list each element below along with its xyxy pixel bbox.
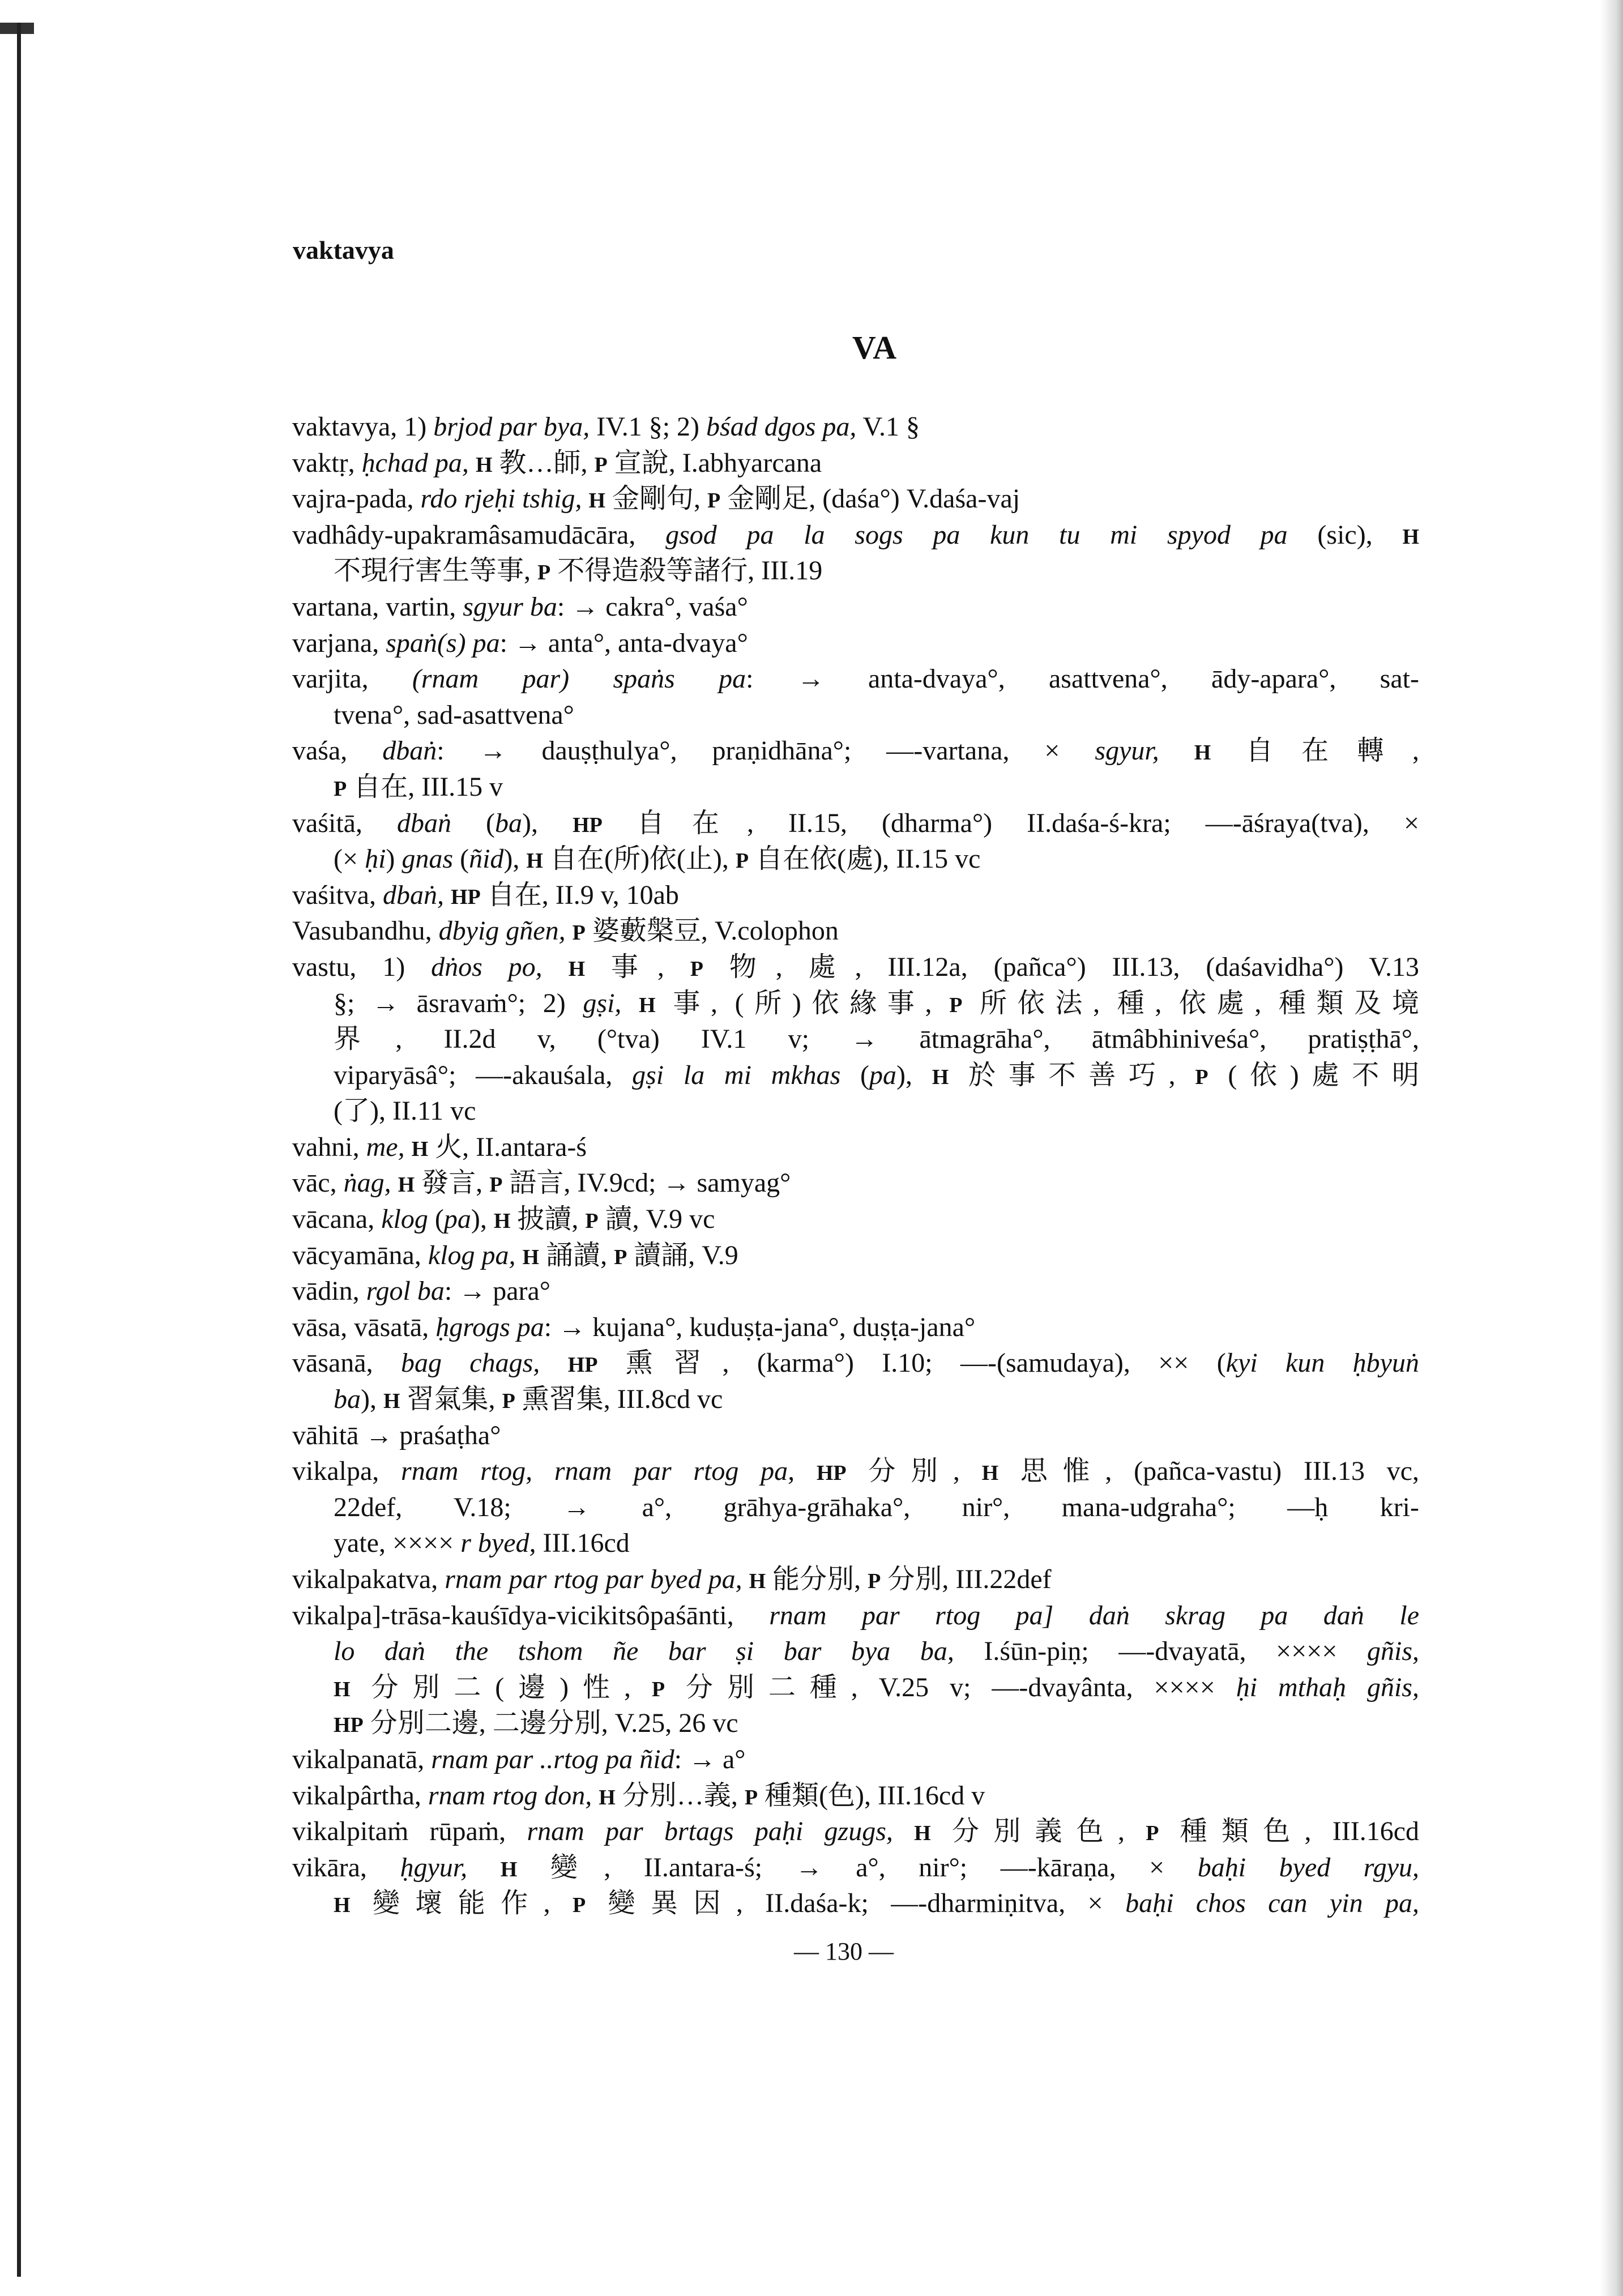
source-marker: H xyxy=(599,1785,616,1810)
entry-text: 自在(所)依(止), xyxy=(543,844,736,874)
entry-continuation-line xyxy=(292,1525,1419,1561)
entry-text: 分別, xyxy=(846,1456,982,1487)
tibetan-text: dbaṅ, xyxy=(382,880,444,910)
entry-text: 分別二種, V.25 v; —-dvayânta, ×××× xyxy=(665,1672,1236,1702)
entry-text: : → dauṣṭhulya°, praṇidhāna°; —-vartana, × xyxy=(437,736,1095,766)
entry-text: 22def, V.18; → a°, grāhya-grāhaka°, nir°, mana-udgraha°; —ḥ kri- xyxy=(334,1492,1419,1522)
entry-text: vaśitva, xyxy=(292,880,383,910)
entry-text xyxy=(540,1348,567,1378)
entry-text: vāsanā, xyxy=(292,1348,401,1379)
entry-text: yate, ×××× xyxy=(334,1528,461,1559)
tibetan-text: dṅos po, xyxy=(431,951,543,982)
tibetan-text: lo daṅ the tshom ñe bar ṣi bar bya ba, xyxy=(334,1636,954,1667)
entry-text: ) xyxy=(386,844,402,874)
source-marker: H xyxy=(568,957,586,981)
entry-text: 誦讀, xyxy=(539,1240,614,1270)
entry-text: 界, II.2d v, (°tva) IV.1 v; → ātmagrāha°, ātmâbhiniveśa°, pratiṣṭhā°, xyxy=(334,1024,1419,1055)
source-marker: H xyxy=(383,1389,400,1414)
entry-line xyxy=(292,517,1419,553)
source-marker: H xyxy=(981,1461,999,1486)
tibetan-text: rnam par rtog par byed pa, xyxy=(445,1564,742,1594)
source-marker: H xyxy=(398,1173,415,1197)
entry-text: vaktṛ, xyxy=(292,447,362,478)
source-marker: P xyxy=(614,1245,627,1269)
source-marker: P xyxy=(1195,1065,1208,1089)
entry-text: vikalpanatā, xyxy=(292,1744,432,1774)
source-marker: H xyxy=(522,1245,540,1269)
entry-text: vaktavya, 1) xyxy=(292,412,434,442)
entry-text: vācana, xyxy=(292,1204,382,1235)
entry-text: §; → āsravaṁ°; 2) xyxy=(334,988,583,1018)
entry-text: vāhitā → praśaṭha° xyxy=(292,1420,501,1450)
entry-text: ( xyxy=(451,808,496,838)
entry-text: 分別…義, xyxy=(615,1780,745,1811)
tibetan-text: rdo rjeḥi tshig, xyxy=(420,484,582,514)
entry-line xyxy=(292,625,1419,662)
entry-text: 變, II.antara-ś; → a°, nir°; —-kāraṇa, × xyxy=(517,1852,1198,1883)
source-marker: HP xyxy=(450,885,481,909)
tibetan-text: gnas xyxy=(402,844,454,874)
running-head: vaktavya xyxy=(293,236,394,264)
entry-text: vāsa, vāsatā, xyxy=(292,1312,436,1342)
source-marker: H xyxy=(334,1677,351,1701)
entry-text: ( xyxy=(428,1204,444,1235)
entry-text: tvena°, sad-asattvena° xyxy=(334,699,574,730)
entry-line xyxy=(292,1309,1419,1346)
entry-continuation-line xyxy=(292,1490,1419,1526)
entry-text: 婆藪槃豆, V.colophon xyxy=(585,916,839,946)
source-marker: H xyxy=(639,993,656,1017)
tibetan-text: baḥi byed rgyu, xyxy=(1197,1852,1419,1883)
entry-text: ), xyxy=(896,1060,932,1090)
entry-line xyxy=(292,1561,1419,1598)
entry-line xyxy=(292,1598,1419,1634)
entry-text: 思惟, (pañca-vastu) III.13 vc, xyxy=(998,1456,1419,1487)
source-marker: P xyxy=(651,1677,665,1701)
entry-continuation-line xyxy=(292,1381,1419,1418)
entry-text xyxy=(566,916,573,946)
tibetan-text: ba xyxy=(334,1384,361,1415)
tibetan-text: ḥgyur, xyxy=(400,1852,468,1883)
entry-line xyxy=(292,1345,1419,1381)
entry-text xyxy=(543,952,569,982)
entry-text xyxy=(1159,736,1194,766)
entry-text: 變異因, II.daśa-k; —-dharmiṇitva, × xyxy=(586,1888,1126,1919)
entry-text: ( xyxy=(840,1060,870,1090)
entry-line xyxy=(292,409,1419,445)
entry-line xyxy=(292,1742,1419,1778)
page-number: — 130 — xyxy=(794,1937,894,1965)
entry-text: 能分別, xyxy=(766,1564,868,1594)
entry-text: vaśitā, xyxy=(292,808,398,838)
entry-text: : → a° xyxy=(674,1744,746,1774)
tibetan-text: brjod par bya, xyxy=(433,412,590,442)
source-marker: P xyxy=(1146,1821,1159,1846)
entry-text xyxy=(795,1456,817,1486)
tibetan-text: spaṅ(s) pa xyxy=(386,628,500,658)
entry-line xyxy=(292,877,1419,914)
entry-text: vadhâdy-upakramâsamudācāra, xyxy=(292,519,666,550)
tibetan-text: ḥgrogs pa xyxy=(435,1312,544,1342)
entry-line xyxy=(292,1850,1419,1886)
tibetan-text: rnam par ..rtog pa ñid xyxy=(431,1744,674,1774)
entry-text xyxy=(592,1781,599,1811)
entry-text xyxy=(621,988,639,1018)
tibetan-text: rnam par rtog pa] daṅ skrag pa daṅ le xyxy=(769,1600,1419,1631)
entry-text xyxy=(405,1132,412,1162)
source-marker: P xyxy=(868,1569,881,1593)
source-marker: P xyxy=(572,921,586,945)
tibetan-text: klog xyxy=(381,1204,428,1235)
tibetan-text: pa xyxy=(443,1204,471,1235)
entry-line xyxy=(292,1201,1419,1237)
entry-text: vaśa, xyxy=(292,736,383,766)
entry-line xyxy=(292,949,1419,985)
entry-text: 所依法, 種, 依處, 種類及境 xyxy=(962,988,1419,1018)
entry-continuation-line xyxy=(292,1885,1419,1922)
entry-text: (× xyxy=(334,844,365,874)
entry-line xyxy=(292,661,1419,697)
entry-text: : → anta°, anta-dvaya° xyxy=(499,628,748,658)
entry-text xyxy=(469,448,476,478)
entry-text: 熏習集, III.8cd vc xyxy=(515,1384,723,1415)
entry-text: vāc, xyxy=(292,1168,344,1198)
source-marker: H xyxy=(588,489,605,513)
source-marker: H xyxy=(334,1893,351,1918)
entry-text: ), xyxy=(522,808,573,838)
entry-text: vādin, xyxy=(292,1276,366,1307)
tibetan-text: gṣi la mi mkhas xyxy=(632,1060,841,1090)
entry-continuation-line xyxy=(292,985,1419,1022)
source-marker: H xyxy=(1402,524,1419,549)
dictionary-entries xyxy=(292,409,1419,1922)
entry-line xyxy=(292,481,1419,517)
entry-text: 事, xyxy=(585,951,690,982)
source-marker: P xyxy=(537,561,551,585)
tibetan-text: dbaṅ xyxy=(397,808,452,838)
entry-text: 發言, xyxy=(415,1168,490,1198)
tibetan-text: gṣi, xyxy=(583,988,622,1018)
source-marker: H xyxy=(1194,741,1211,765)
tibetan-text: ḥchad pa, xyxy=(361,447,469,478)
entry-text: (依)處不明 xyxy=(1208,1060,1419,1090)
source-marker: P xyxy=(690,957,704,981)
entry-text: III.16cd xyxy=(536,1528,630,1559)
entry-text: 種類色, III.16cd xyxy=(1159,1816,1419,1847)
source-marker: P xyxy=(334,776,347,801)
entry-text: I.śūn-piṇ; —-dvayatā, ×××× xyxy=(954,1636,1367,1667)
entry-continuation-line xyxy=(292,841,1419,877)
tibetan-text: rnam rtog don, xyxy=(428,1780,592,1811)
entry-text: 語言, IV.9cd; → samyag° xyxy=(502,1168,791,1198)
source-marker: H xyxy=(914,1821,931,1846)
entry-line xyxy=(292,1273,1419,1309)
source-marker: H xyxy=(526,849,543,873)
tibetan-text: ba xyxy=(495,808,523,838)
entry-text: 分別, III.22def xyxy=(881,1564,1052,1594)
entry-line xyxy=(292,733,1419,769)
entry-text xyxy=(467,1853,501,1883)
source-marker: H xyxy=(749,1569,766,1593)
entry-text: vikalpitaṁ rūpaṁ, xyxy=(292,1816,527,1847)
source-marker: P xyxy=(585,1209,599,1234)
entry-continuation-line xyxy=(292,1670,1419,1706)
entry-text: 分別二邊, 二邊分別, V.25, 26 vc xyxy=(363,1708,738,1739)
tibetan-text: me, xyxy=(366,1132,405,1162)
entry-text xyxy=(893,1816,914,1846)
entry-text xyxy=(742,1564,749,1594)
source-marker: H xyxy=(475,453,493,477)
entry-text: (sic), xyxy=(1287,519,1403,550)
entry-text: vajra-pada, xyxy=(292,484,421,514)
tibetan-text: r byed, xyxy=(460,1528,536,1559)
entry-text: vikalpa, xyxy=(292,1456,402,1487)
entry-text: vikalpakatva, xyxy=(292,1564,445,1594)
entry-continuation-line xyxy=(292,553,1419,589)
tibetan-text: kyi kun ḥbyuṅ xyxy=(1225,1348,1419,1379)
tibetan-text: klog pa, xyxy=(428,1240,516,1270)
entry-text: 習氣集, xyxy=(400,1384,502,1415)
tibetan-text: bśad dgos pa, xyxy=(706,412,857,442)
entry-text: : → cakra°, vaśa° xyxy=(557,591,748,622)
tibetan-text: sgyur, xyxy=(1095,736,1159,766)
entry-text: 自在, III.15 v xyxy=(347,771,503,802)
tibetan-text: ḥi mthaḥ gñis, xyxy=(1236,1672,1419,1702)
section-title: VA xyxy=(852,329,898,366)
entry-text: ), xyxy=(503,844,527,874)
entry-text xyxy=(391,1168,398,1198)
entry-text: 熏習, (karma°) I.10; —-(samudaya), ×× ( xyxy=(597,1348,1226,1379)
entry-text xyxy=(582,484,588,514)
tibetan-text: gsod pa la sogs pa kun tu mi spyod pa xyxy=(665,519,1288,550)
tibetan-text: rnam par brtags paḥi gzugs, xyxy=(527,1816,893,1847)
source-marker: P xyxy=(949,993,963,1017)
source-marker: P xyxy=(489,1173,503,1197)
entry-text: 金剛句, xyxy=(605,484,708,514)
tibetan-text: ḥi xyxy=(365,844,386,874)
source-marker: HP xyxy=(816,1461,847,1486)
source-marker: H xyxy=(493,1209,511,1234)
entry-text: vartana, vartin, xyxy=(292,591,463,622)
source-marker: P xyxy=(573,1893,586,1918)
tibetan-text: ñid xyxy=(469,844,504,874)
source-marker: P xyxy=(744,1785,758,1810)
entry-line xyxy=(292,1129,1419,1166)
entry-text xyxy=(444,880,451,910)
tibetan-text: pa xyxy=(869,1060,897,1090)
entry-text: 物, 處, III.12a, (pañca°) III.13, (daśavidha°) V.13 xyxy=(703,951,1419,982)
entry-text xyxy=(516,1240,523,1270)
entry-text: varjita, xyxy=(292,664,412,694)
entry-text: : → anta-dvaya°, asattvena°, ādy-apara°, sat- xyxy=(746,664,1419,694)
entry-text: 金剛足, (daśa°) V.daśa-vaj xyxy=(720,484,1020,514)
entry-text: 分別義色, xyxy=(930,1816,1146,1847)
tibetan-text: dbaṅ xyxy=(382,736,437,766)
entry-text: 種類(色), III.16cd v xyxy=(758,1780,985,1811)
entry-text: varjana, xyxy=(292,628,386,658)
tibetan-text: sgyur ba xyxy=(463,591,557,622)
tibetan-text: ṅag, xyxy=(343,1168,391,1198)
source-marker: H xyxy=(411,1137,429,1161)
tibetan-text: (rnam par) spaṅs pa xyxy=(412,664,746,694)
entry-text: 讀, V.9 vc xyxy=(598,1204,715,1235)
entry-line xyxy=(292,1165,1419,1201)
tibetan-text: bag chags, xyxy=(400,1348,540,1379)
entry-text: viparyāsâ°; —-akauśala, xyxy=(334,1060,633,1090)
entry-line xyxy=(292,1237,1419,1274)
entry-line xyxy=(292,589,1419,625)
tibetan-text: dbyig gñen, xyxy=(438,916,566,946)
entry-text: 披讀, xyxy=(510,1204,586,1235)
entry-text: 不得造殺等諸行, III.19 xyxy=(550,556,823,586)
entry-text: 事, (所)依緣事, xyxy=(655,988,950,1018)
source-marker: HP xyxy=(567,1353,598,1377)
tibetan-text: rnam rtog, rnam par rtog pa, xyxy=(401,1456,795,1487)
entry-continuation-line xyxy=(292,1021,1419,1057)
entry-text: Vasubandhu, xyxy=(292,916,439,946)
entry-line xyxy=(292,1418,1419,1454)
entry-text: 分別二(邊)性, xyxy=(350,1672,652,1702)
entry-continuation-line xyxy=(292,1705,1419,1742)
entry-line xyxy=(292,805,1419,842)
entry-text: vastu, 1) xyxy=(292,951,432,982)
entry-text: vikāra, xyxy=(292,1852,400,1883)
entry-text: V.1 § xyxy=(856,412,920,442)
entry-line xyxy=(292,913,1419,949)
entry-text: 於事不善巧, xyxy=(949,1060,1195,1090)
entry-continuation-line xyxy=(292,1057,1419,1094)
entry-text: vikalpârtha, xyxy=(292,1780,428,1811)
entry-continuation-line xyxy=(292,1093,1419,1129)
entry-text: : → para° xyxy=(444,1276,550,1307)
tibetan-text: gñis, xyxy=(1367,1636,1419,1667)
entry-text: vahni, xyxy=(292,1132,366,1162)
entry-text: 自在轉, xyxy=(1211,736,1419,766)
source-marker: P xyxy=(707,489,721,513)
entry-text: 自在, II.15, (dharma°) II.daśa-ś-kra; —-āśraya(tva), × xyxy=(602,808,1419,838)
entry-text: 火, II.antara-ś xyxy=(428,1132,587,1162)
entry-text: ), xyxy=(361,1384,383,1415)
source-marker: P xyxy=(502,1389,515,1414)
entry-line xyxy=(292,1813,1419,1850)
entry-text: IV.1 §; 2) xyxy=(590,412,707,442)
entry-line xyxy=(292,1453,1419,1490)
entry-text: (了), II.11 vc xyxy=(334,1096,476,1126)
entry-text: 宣說, I.abhyarcana xyxy=(607,447,822,478)
entry-text: 讀誦, V.9 xyxy=(627,1240,738,1270)
entry-text: ), xyxy=(471,1204,494,1235)
entry-text: vācyamāna, xyxy=(292,1240,428,1270)
source-marker: P xyxy=(735,849,749,873)
tibetan-text: baḥi chos can yin pa, xyxy=(1125,1888,1419,1919)
source-marker: P xyxy=(594,453,608,477)
entry-line xyxy=(292,1778,1419,1814)
entry-text: ( xyxy=(453,844,469,874)
entry-text: 自在, II.9 v, 10ab xyxy=(480,880,679,910)
entry-continuation-line xyxy=(292,769,1419,805)
entry-continuation-line xyxy=(292,697,1419,733)
source-marker: H xyxy=(932,1065,949,1089)
entry-text: vikalpa]-trāsa-kauśīdya-vicikitsôpaśānti, xyxy=(292,1600,770,1631)
entry-text: : → kujana°, kuduṣṭa-jana°, duṣṭa-jana° xyxy=(544,1312,976,1342)
source-marker: HP xyxy=(573,813,603,837)
source-marker: HP xyxy=(334,1713,364,1738)
entry-text: 變壞能作, xyxy=(350,1888,573,1919)
entry-text: 教…師, xyxy=(492,447,595,478)
entry-line xyxy=(292,445,1419,481)
source-marker: H xyxy=(500,1857,518,1881)
tibetan-text: rgol ba xyxy=(366,1276,445,1307)
entry-continuation-line xyxy=(292,1633,1419,1670)
entry-text: 自在依(處), II.15 vc xyxy=(749,844,981,874)
entry-text: 不現行害生等事, xyxy=(334,556,538,586)
